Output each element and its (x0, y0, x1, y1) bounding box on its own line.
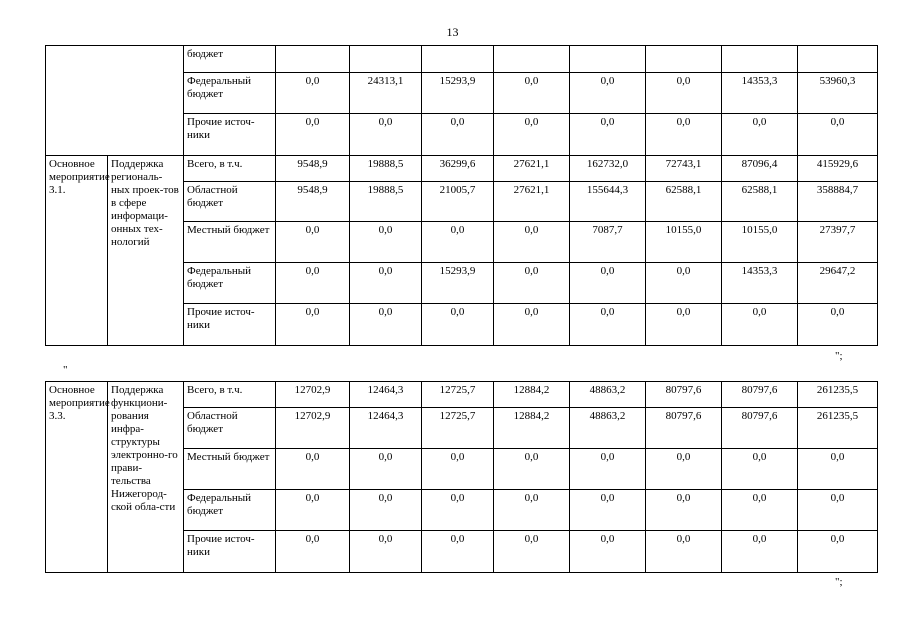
value-cell: 21005,7 (422, 182, 494, 222)
value-cell: 0,0 (422, 490, 494, 531)
value-cell: 12725,7 (422, 382, 494, 408)
value-cell: 0,0 (798, 304, 878, 346)
value-cell: 0,0 (276, 449, 350, 490)
source-cell: Федеральный бюджет (184, 490, 276, 531)
value-cell: 12702,9 (276, 408, 350, 449)
value-cell: 29647,2 (798, 263, 878, 304)
value-cell: 261235,5 (798, 408, 878, 449)
value-cell: 15293,9 (422, 263, 494, 304)
value-cell: 0,0 (494, 73, 570, 114)
blank-cell (46, 46, 184, 156)
page-number: 13 (446, 25, 459, 39)
value-cell: 0,0 (276, 304, 350, 346)
value-cell: 80797,6 (646, 382, 722, 408)
budget-table-1 (45, 45, 878, 346)
measure-code-cell: Основное мероприятие 3.1. (46, 156, 108, 346)
value-cell: 10155,0 (722, 222, 798, 263)
value-cell: 162732,0 (570, 156, 646, 182)
value-cell: 0,0 (570, 449, 646, 490)
value-cell: 0,0 (276, 222, 350, 263)
source-cell: Федеральный бюджет (184, 73, 276, 114)
value-cell: 0,0 (570, 114, 646, 156)
value-cell: 0,0 (494, 304, 570, 346)
source-cell: Всего, в т.ч. (184, 382, 276, 408)
source-cell: Прочие источ-ники (184, 114, 276, 156)
value-cell: 9548,9 (276, 182, 350, 222)
measure-code-cell: Основное мероприятие 3.3. (46, 382, 108, 573)
value-cell: 0,0 (276, 73, 350, 114)
value-cell (350, 46, 422, 73)
value-cell: 0,0 (722, 531, 798, 573)
measure-title-cell: Поддержка функциони-рования инфра-структуры электронно-го прави-тельства Нижегород-ской обла-сти (108, 382, 184, 573)
table-row (46, 156, 878, 182)
value-cell: 0,0 (494, 490, 570, 531)
value-cell: 0,0 (350, 222, 422, 263)
value-cell: 27621,1 (494, 156, 570, 182)
value-cell: 24313,1 (350, 73, 422, 114)
value-cell: 12464,3 (350, 408, 422, 449)
value-cell: 0,0 (494, 263, 570, 304)
value-cell: 12884,2 (494, 408, 570, 449)
value-cell (570, 46, 646, 73)
value-cell: 0,0 (422, 531, 494, 573)
value-cell: 53960,3 (798, 73, 878, 114)
value-cell: 0,0 (722, 114, 798, 156)
value-cell: 0,0 (350, 449, 422, 490)
value-cell: 10155,0 (646, 222, 722, 263)
value-cell: 0,0 (422, 304, 494, 346)
value-cell: 0,0 (722, 449, 798, 490)
value-cell: 0,0 (350, 304, 422, 346)
value-cell (798, 46, 878, 73)
value-cell: 0,0 (722, 490, 798, 531)
table-row (46, 46, 878, 73)
value-cell: 0,0 (570, 263, 646, 304)
value-cell: 0,0 (350, 114, 422, 156)
measure-title-cell: Поддержка региональ-ных проек-тов в сфере информаци-онных тех-нологий (108, 156, 184, 346)
value-cell (494, 46, 570, 73)
value-cell: 155644,3 (570, 182, 646, 222)
value-cell: 0,0 (422, 114, 494, 156)
value-cell: 0,0 (798, 490, 878, 531)
source-cell: Всего, в т.ч. (184, 156, 276, 182)
value-cell: 48863,2 (570, 382, 646, 408)
budget-table-2 (45, 381, 878, 573)
source-cell: Областной бюджет (184, 408, 276, 449)
value-cell: 0,0 (798, 449, 878, 490)
source-cell: Областной бюджет (184, 182, 276, 222)
value-cell: 9548,9 (276, 156, 350, 182)
value-cell: 15293,9 (422, 73, 494, 114)
value-cell: 19888,5 (350, 182, 422, 222)
value-cell: 0,0 (494, 531, 570, 573)
value-cell: 48863,2 (570, 408, 646, 449)
closing-quote-mark: "; (835, 350, 843, 362)
value-cell: 0,0 (276, 490, 350, 531)
source-cell: Прочие источ-ники (184, 304, 276, 346)
value-cell: 12725,7 (422, 408, 494, 449)
value-cell: 0,0 (646, 263, 722, 304)
value-cell: 0,0 (276, 263, 350, 304)
value-cell: 415929,6 (798, 156, 878, 182)
value-cell: 14353,3 (722, 73, 798, 114)
source-cell: бюджет (184, 46, 276, 73)
value-cell: 62588,1 (646, 182, 722, 222)
value-cell: 80797,6 (646, 408, 722, 449)
value-cell: 0,0 (276, 531, 350, 573)
value-cell: 0,0 (422, 222, 494, 263)
source-cell: Федеральный бюджет (184, 263, 276, 304)
value-cell: 27397,7 (798, 222, 878, 263)
value-cell: 80797,6 (722, 408, 798, 449)
value-cell: 0,0 (798, 114, 878, 156)
value-cell: 0,0 (570, 73, 646, 114)
value-cell: 0,0 (494, 114, 570, 156)
source-cell: Местный бюджет (184, 449, 276, 490)
value-cell: 80797,6 (722, 382, 798, 408)
value-cell: 0,0 (494, 449, 570, 490)
value-cell: 0,0 (494, 222, 570, 263)
value-cell: 14353,3 (722, 263, 798, 304)
value-cell: 0,0 (570, 490, 646, 531)
value-cell: 358884,7 (798, 182, 878, 222)
value-cell: 87096,4 (722, 156, 798, 182)
value-cell (646, 46, 722, 73)
value-cell: 0,0 (570, 531, 646, 573)
value-cell (722, 46, 798, 73)
value-cell: 0,0 (350, 531, 422, 573)
value-cell: 0,0 (350, 490, 422, 531)
value-cell: 0,0 (646, 449, 722, 490)
value-cell: 7087,7 (570, 222, 646, 263)
value-cell (276, 46, 350, 73)
value-cell: 19888,5 (350, 156, 422, 182)
value-cell: 12464,3 (350, 382, 422, 408)
value-cell: 0,0 (422, 449, 494, 490)
source-cell: Местный бюджет (184, 222, 276, 263)
value-cell: 0,0 (646, 114, 722, 156)
value-cell: 62588,1 (722, 182, 798, 222)
value-cell: 0,0 (722, 304, 798, 346)
value-cell: 72743,1 (646, 156, 722, 182)
value-cell: 0,0 (646, 73, 722, 114)
table-row (46, 382, 878, 408)
value-cell: 0,0 (276, 114, 350, 156)
value-cell: 12884,2 (494, 382, 570, 408)
value-cell: 27621,1 (494, 182, 570, 222)
value-cell: 0,0 (646, 490, 722, 531)
value-cell: 0,0 (646, 304, 722, 346)
value-cell: 12702,9 (276, 382, 350, 408)
opening-quote-mark: " (63, 364, 68, 376)
value-cell: 0,0 (646, 531, 722, 573)
value-cell (422, 46, 494, 73)
value-cell: 0,0 (350, 263, 422, 304)
value-cell: 0,0 (798, 531, 878, 573)
value-cell: 0,0 (570, 304, 646, 346)
closing-quote-mark: "; (835, 576, 843, 588)
value-cell: 36299,6 (422, 156, 494, 182)
source-cell: Прочие источ-ники (184, 531, 276, 573)
value-cell: 261235,5 (798, 382, 878, 408)
